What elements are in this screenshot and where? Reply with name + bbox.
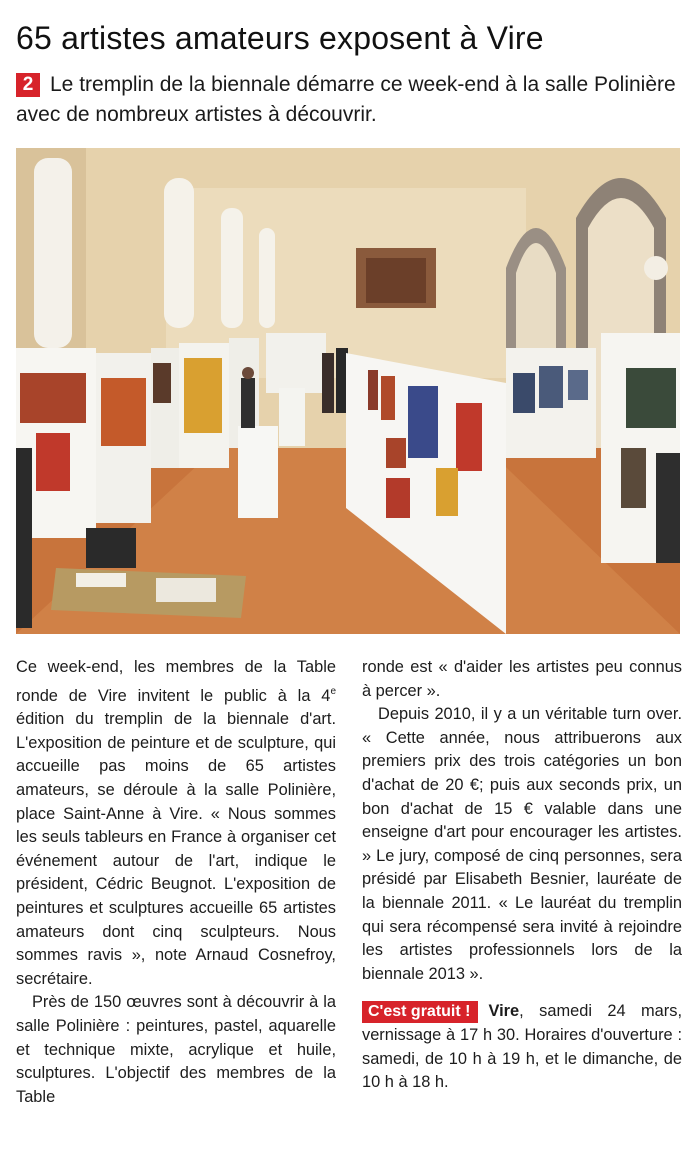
- practical-info: [362, 1000, 682, 1094]
- free-entry-tag: C'est gratuit !: [362, 1001, 478, 1023]
- article-paragraph: Depuis 2010, il y a un véritable turn over. « Cette année, nous attribuerons aux premiers prix des trois catégories un bon d'achat de 20 €; puis aux seconds prix, un bon d'achat de 15 € valable dans une enseigne d'art pour encourager les artistes. » Le jury, composé de cinq personnes, sera présidé par Elisabeth Besnier, lauréate de la biennale 2011. « Le lauréat du tremplin qui sera récompensé sera invité à rejoindre les artistes professionnels lors de la biennale 2013 ».: [362, 705, 682, 983]
- article-number-badge: 2: [16, 73, 40, 97]
- paragraph-text: édition du tremplin de la biennale d'art. L'exposition de peinture et de sculpture, qui accueille pas moins de 65 artistes amateurs, se déroule à la salle Polinière, place Saint-Anne à Vire. « Nous sommes les seuls tableurs en France à organiser cet événement autour de l'art, indique le président, Cédric Beugnot. L'exposition de peintures et sculptures accueille 65 artistes amateurs dont cinq sculpteurs. Nous sommes ravis », note Arnaud Cosnefroy, secrétaire.: [16, 710, 336, 988]
- exhibition-photo: [16, 148, 680, 634]
- article-paragraph: [16, 656, 336, 991]
- article-paragraph: Près de 150 œuvres sont à découvrir à la salle Polinière : peintures, pastel, aquarelle et technique mixte, acrylique et huile, sculptures. L'objectif des membres de la Table: [16, 993, 336, 1106]
- article-headline: 65 artistes amateurs exposent à Vire: [16, 20, 544, 56]
- article-standfirst: [16, 70, 684, 130]
- standfirst-text: Le tremplin de la biennale démarre ce week-end à la salle Polinière avec de nombreux artistes à découvrir.: [16, 73, 676, 126]
- article-column-2: [362, 656, 682, 1095]
- paragraph-text: Ce week-end, les membres de la Table ronde de Vire invitent le public à la 4: [16, 658, 336, 705]
- article-paragraph: ronde est « d'aider les artistes peu connus à percer ».: [362, 658, 682, 700]
- article-column-1: [16, 656, 336, 1109]
- superscript: e: [330, 685, 336, 697]
- practical-info-text: , samedi 24 mars, vernissage à 17 h 30. Horaires d'ouverture : samedi, de 10 h à 19 h, et le dimanche, de 10 h à 18 h.: [362, 1002, 682, 1092]
- city-name: Vire: [488, 1002, 520, 1021]
